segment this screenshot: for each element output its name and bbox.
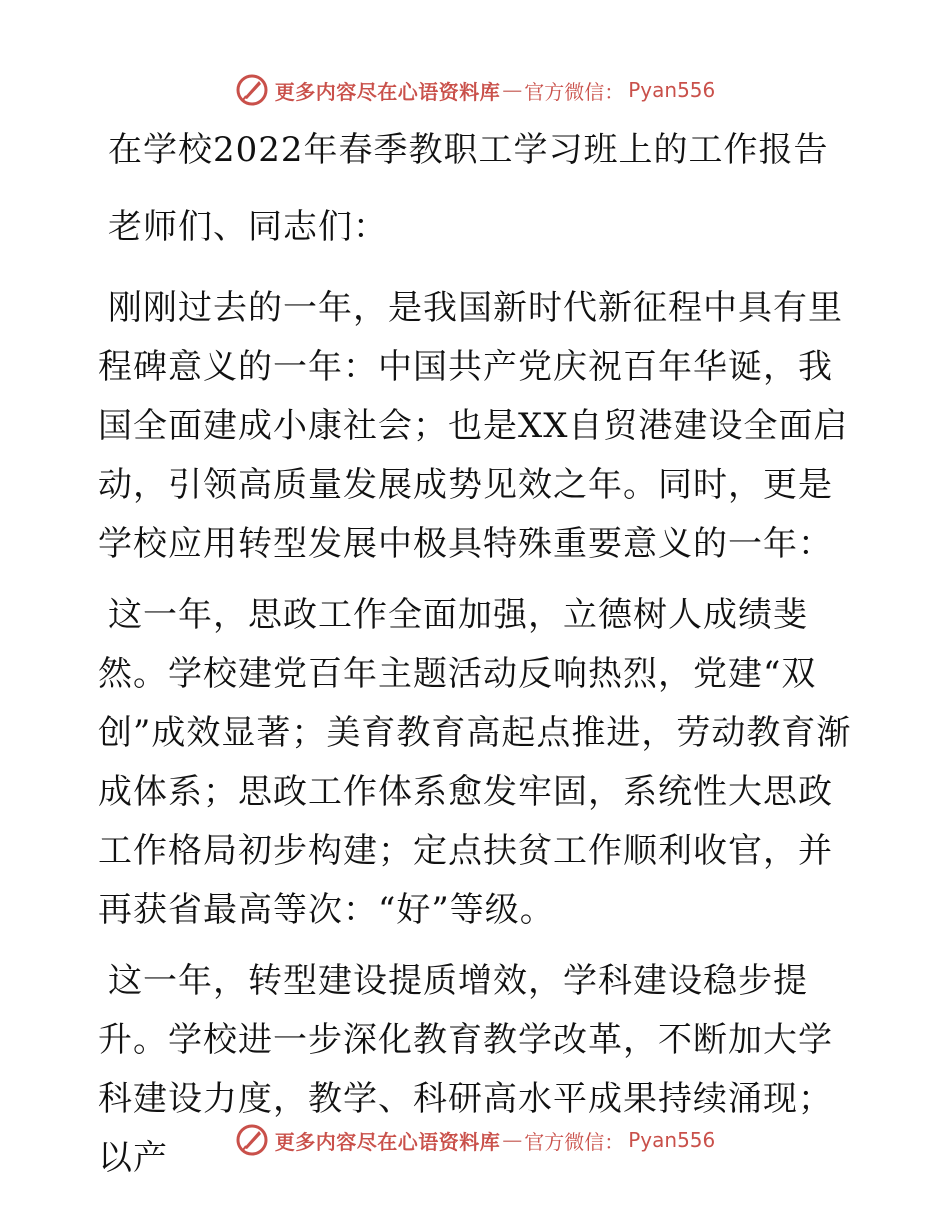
watermark-banner-bottom [0,1120,950,1160]
quill-logo-icon [235,1123,269,1157]
paragraph-1: 刚刚过去的一年，是我国新时代新征程中具有里程碑意义的一年：中国共产党庆祝百年华诞，我国全面建成小康社会；也是XX自贸港建设全面启动，引领高质量发展成势见效之年。同时，更是学校应用转型发展中极具特殊重要意义的一年： [98,288,849,564]
greeting: 老师们、同志们： [108,207,388,247]
watermark-separator: — [502,1128,523,1152]
watermark-wechat-id: Pyan556 [628,1128,716,1152]
quill-logo-icon [235,73,269,107]
watermark-text: 更多内容尽在心语资料库 [274,79,501,104]
watermark-separator: — [502,78,523,102]
watermark-wechat-label: 官方微信： [524,79,625,104]
watermark-wechat-label: 官方微信： [524,1129,625,1154]
watermark-wechat-id: Pyan556 [628,78,716,102]
paragraph-3: 这一年，转型建设提质增效，学科建设稳步提升。学校进一步深化教育教学改革，不断加大学科建设力度，教学、科研高水平成果持续涌现；以产 [98,961,833,1178]
paragraph-2: 这一年，思政工作全面加强，立德树人成绩斐然。学校建党百年主题活动反响热烈，党建“双创”成效显著；美育教育高起点推进，劳动教育渐成体系；思政工作体系愈发牢固，系统性大思政工作格局初步构建；定点扶贫工作顺利收官，并再获省最高等次：“好”等级。 [98,595,852,930]
watermark-text: 更多内容尽在心语资料库 [274,1129,501,1154]
document-title: 在学校2022年春季教职工学习班上的工作报告 [108,130,829,170]
document-body [98,124,858,1188]
watermark-banner-top [0,70,950,110]
